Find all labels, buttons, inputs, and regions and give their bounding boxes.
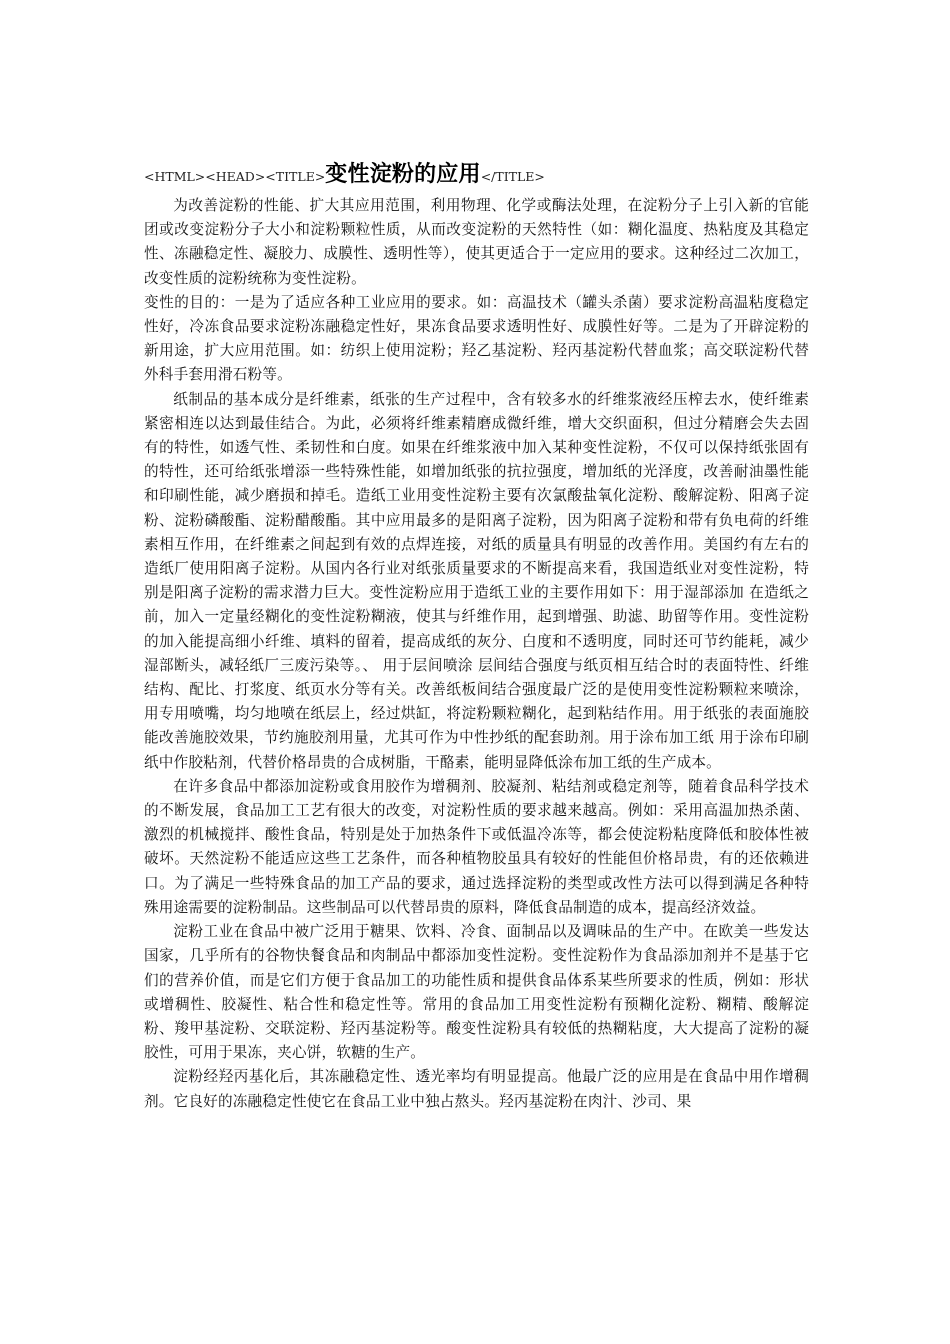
paragraph-paper-industry: 纸制品的基本成分是纤维素，纸张的生产过程中，含有较多水的纤维浆液经压榨去水，使纤维素紧密相连以达到最佳结合。为此，必须将纤维素精磨成微纤维，增大交织面积，但过分精磨会失去固有的特性，如透气性、柔韧性和白度。如果在纤维浆液中加入某种变性淀粉，不仅可以保持纸张固有的特性，还可给纸张增添一些特殊性能，如增加纸张的抗拉强度，增加纸的光泽度，改善耐油墨性能和印刷性能，减少磨损和掉毛。造纸工业用变性淀粉主要有次氯酸盐氧化淀粉、酸解淀粉、阳离子淀粉、淀粉磷酸酯、淀粉醋酸酯。其中应用最多的是阳离子淀粉，因为阳离子淀粉和带有负电荷的纤维素相互作用，在纤维素之间起到有效的点焊连接，对纸的质量具有明显的改善作用。美国约有左右的造纸厂使用阳离子淀粉。从国内各行业对纸张质量要求的不断提高来看，我国造纸业对变性淀粉，特别是阳离子淀粉的需求潜力巨大。变性淀粉应用于造纸工业的主要作用如下：用于湿部添加 在造纸之前，加入一定量经糊化的变性淀粉糊液，使其与纤维作用，起到增强、助滤、助留等作用。变性淀粉的加入能提高细小纤维、填料的留着，提高成纸的灰分、白度和不透明度，同时还可节约能耗，减少湿部断头，减轻纸厂三废污染等。、 用于层间喷涂 层间结合强度与纸页相互结合时的表面特性、纤维结构、配比、打浆度、纸页水分等有关。改善纸板间结合强度最广泛的是使用变性淀粉颗粒来喷涂，用专用喷嘴，均匀地喷在纸层上，经过烘缸，将淀粉颗粒糊化，起到粘结作用。用于纸张的表面施胶 能改善施胶效果，节约施胶剂用量，尤其可作为中性抄纸的配套助剂。用于涂布加工纸 用于涂布印刷纸中作胶粘剂，代替价格昂贵的合成树脂，干酪素，能明显降低涂布加工纸的生产成本。 bbox=[144, 390, 809, 771]
document-page bbox=[144, 158, 809, 1114]
paragraph-hydroxypropyl: 淀粉经羟丙基化后，其冻融稳定性、透光率均有明显提高。他最广泛的应用是在食品中用作增稠剂。它良好的冻融稳定性使它在食品工业中独占熬头。羟丙基淀粉在肉汁、沙司、果 bbox=[144, 1068, 809, 1110]
paragraph-intro: 为改善淀粉的性能、扩大其应用范围，利用物理、化学或酶法处理，在淀粉分子上引入新的官能团或改变淀粉分子大小和淀粉颗粒性质，从而改变淀粉的天然特性（如：糊化温度、热粘度及其稳定性、冻融稳定性、凝胶力、成膜性、透明性等），使其更适合于一定应用的要求。这种经过二次加工，改变性质的淀粉统称为变性淀粉。 bbox=[144, 197, 809, 287]
html-close-tag: </TITLE> bbox=[480, 169, 545, 184]
page-title: 变性淀粉的应用 bbox=[325, 161, 481, 187]
paragraph-food-additives: 在许多食品中都添加淀粉或食用胶作为增稠剂、胶凝剂、粘结剂或稳定剂等，随着食品科学技术的不断发展，食品加工工艺有很大的改变，对淀粉性质的要求越来越高。例如：采用高温加热杀菌、激烈的机械搅拌、酸性食品，特别是处于加热条件下或低温冷冻等，都会使淀粉粘度降低和胶体性被破坏。天然淀粉不能适应这些工艺条件，而各种植物胶虽具有较好的性能但价格昂贵，有的还依赖进口。为了满足一些特殊食品的加工产品的要求，通过选择淀粉的类型或改性方法可以得到满足各种特殊用途需要的淀粉制品。这些制品可以代替昂贵的原料，降低食品制造的成本，提高经济效益。 bbox=[144, 777, 809, 916]
paragraph-purpose: 变性的目的：一是为了适应各种工业应用的要求。如：高温技术（罐头杀菌）要求淀粉高温粘度稳定性好，冷冻食品要求淀粉冻融稳定性好，果冻食品要求透明性好、成膜性好等。二是为了开辟淀粉的新用途，扩大应用范围。如：纺织上使用淀粉；羟乙基淀粉、羟丙基淀粉代替血浆；高交联淀粉代替外科手套用滑石粉等。 bbox=[144, 293, 809, 384]
html-open-tags: <HTML><HEAD><TITLE> bbox=[144, 169, 326, 184]
paragraph-food-industry: 淀粉工业在食品中被广泛用于糖果、饮料、冷食、面制品以及调味品的生产中。在欧美一些发达国家，几乎所有的谷物快餐食品和肉制品中都添加变性淀粉。变性淀粉作为食品添加剂并不是基于它们的营养价值，而是它们方便于食品加工的功能性质和提供食品体系某些所要求的性质，例如：形状或增稠性、胶凝性、粘合性和稳定性等。常用的食品加工用变性淀粉有预糊化淀粉、糊精、酸解淀粉、羧甲基淀粉、交联淀粉、羟丙基淀粉等。酸变性淀粉具有较低的热糊粘度，大大提高了淀粉的凝胶性，可用于果冻，夹心饼，软糖的生产。 bbox=[144, 923, 809, 1062]
document-heading bbox=[144, 158, 809, 190]
